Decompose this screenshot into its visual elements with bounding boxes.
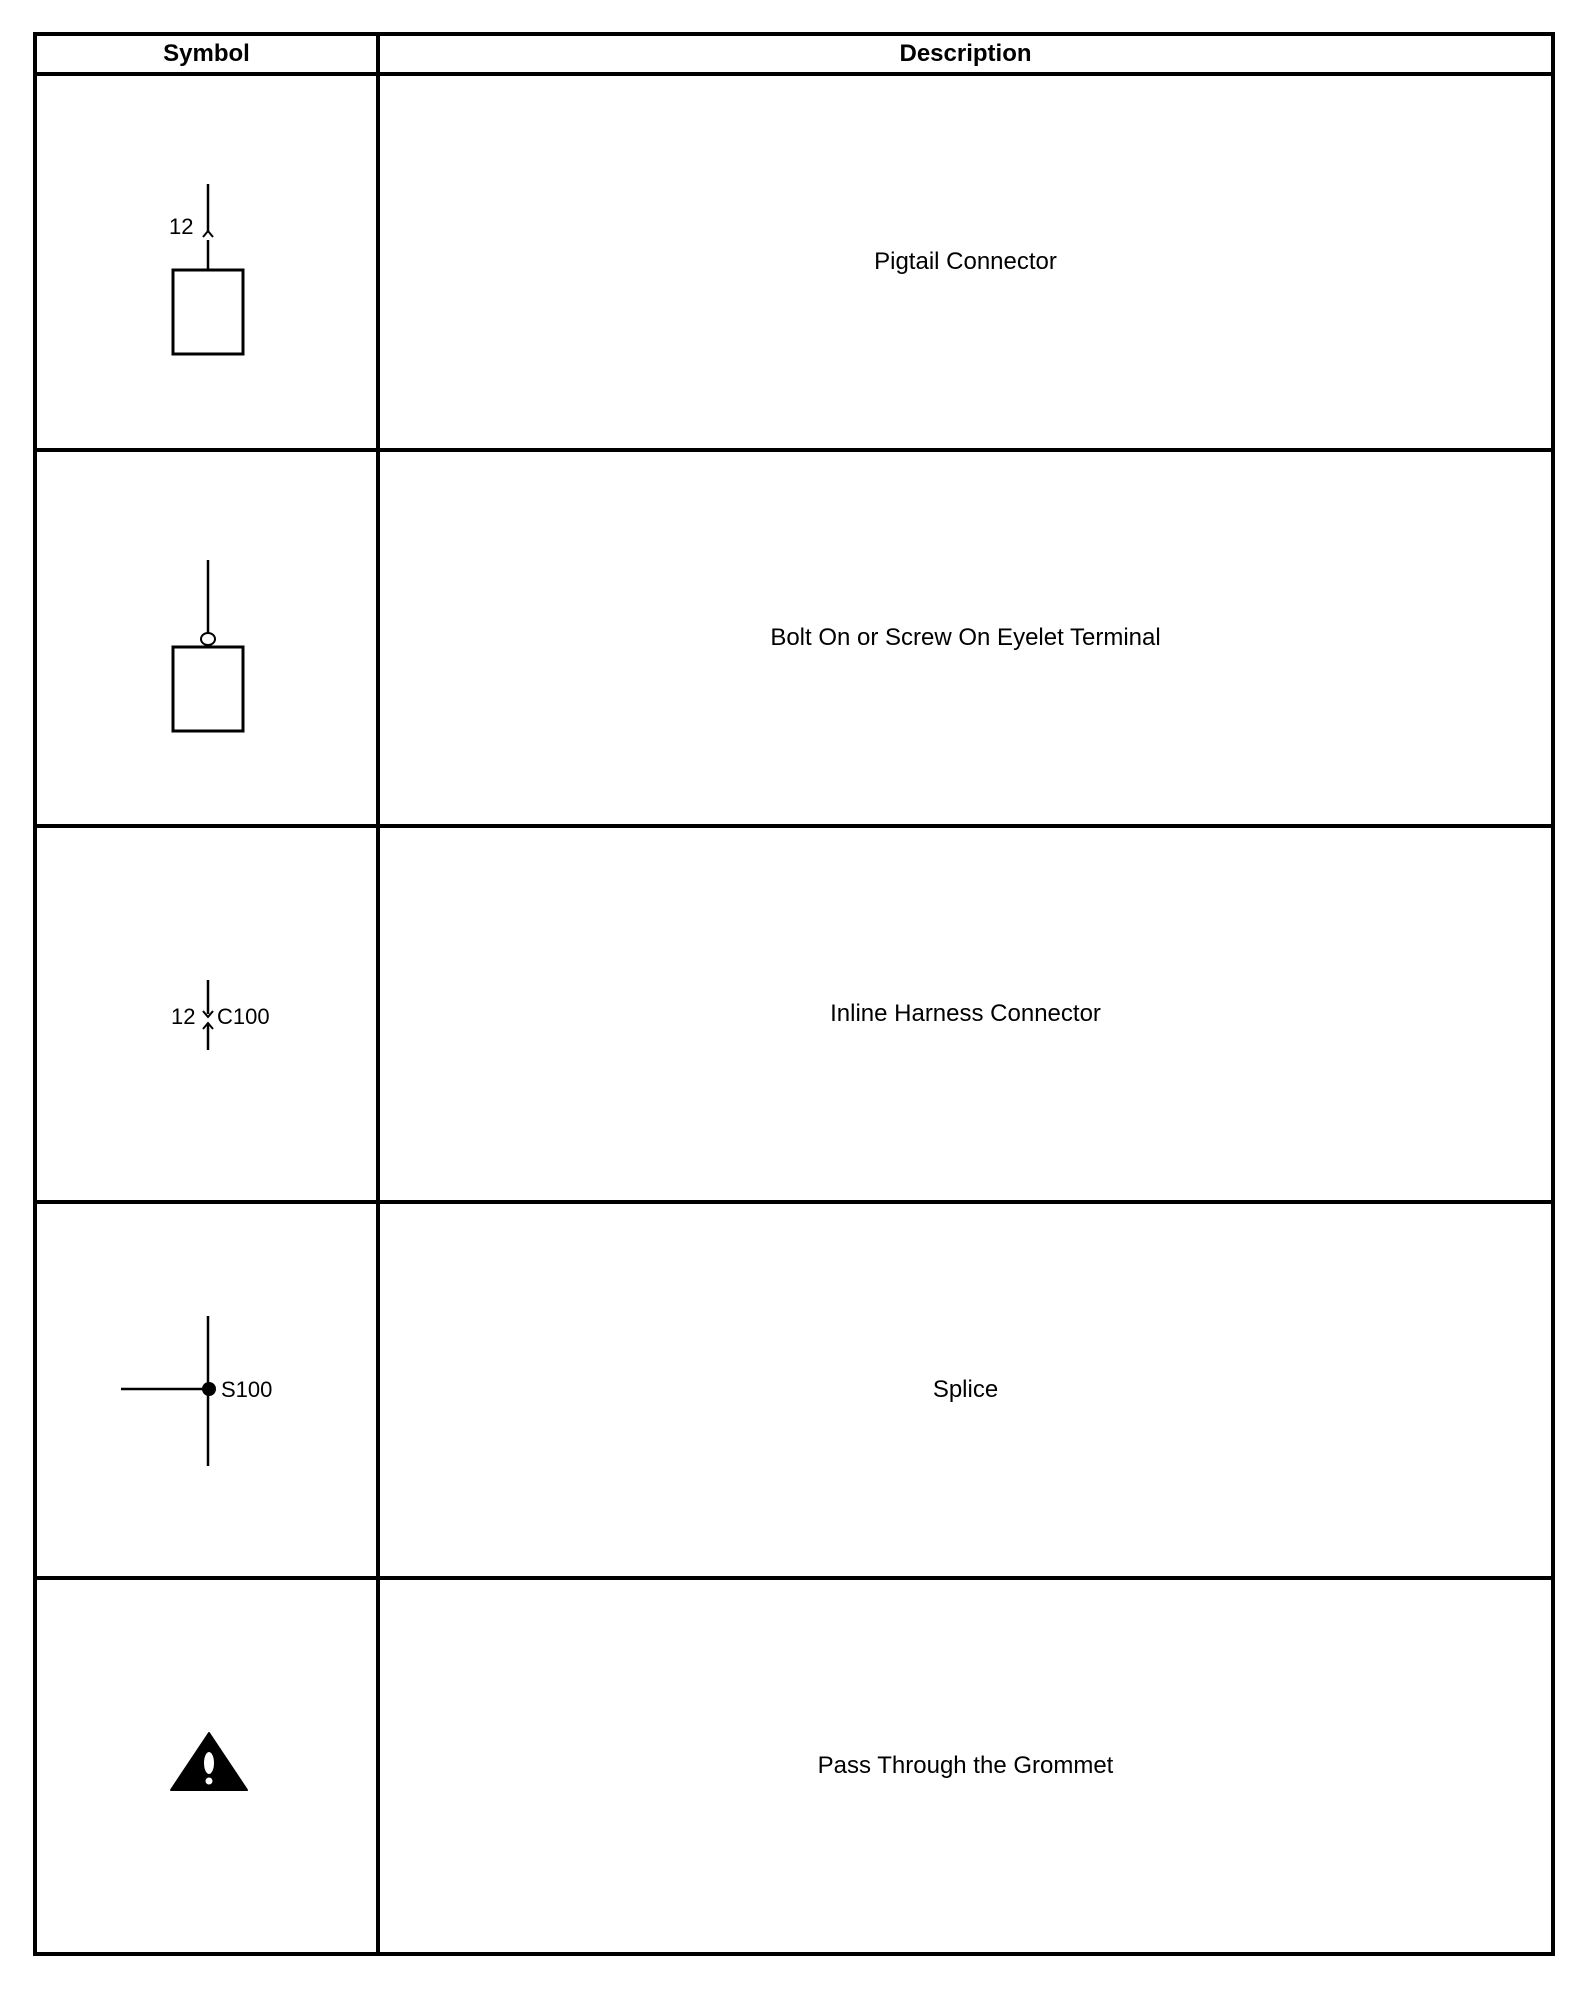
description-column-header: Description	[378, 34, 1553, 74]
symbol-table	[33, 32, 1555, 1956]
pigtail-connector-symbol-icon	[37, 76, 380, 448]
table-row	[35, 826, 1553, 1202]
table-row	[35, 1578, 1553, 1954]
connector-id-label: C100	[217, 1004, 270, 1029]
pin-number-label: 12	[169, 214, 194, 239]
symbol-column-header: Symbol	[35, 34, 378, 74]
table-header-row	[35, 34, 1553, 74]
description-cell: Bolt On or Screw On Eyelet Terminal	[378, 450, 1553, 826]
symbol-cell	[35, 826, 378, 1202]
table-row	[35, 450, 1553, 826]
description-cell: Inline Harness Connector	[378, 826, 1553, 1202]
description-cell: Pigtail Connector	[378, 74, 1553, 450]
symbol-cell	[35, 74, 378, 450]
splice-symbol-icon	[37, 1204, 380, 1576]
symbol-cell	[35, 1202, 378, 1578]
grommet-warning-icon	[37, 1580, 380, 1952]
pin-number-label: 12	[171, 1004, 196, 1029]
description-cell: Pass Through the Grommet	[378, 1578, 1553, 1954]
table-row	[35, 74, 1553, 450]
splice-id-label: S100	[221, 1377, 273, 1402]
eyelet-terminal-symbol-icon	[37, 452, 380, 824]
table-row	[35, 1202, 1553, 1578]
inline-harness-connector-symbol-icon	[37, 828, 380, 1200]
description-cell: Splice	[378, 1202, 1553, 1578]
symbol-cell	[35, 450, 378, 826]
symbol-cell	[35, 1578, 378, 1954]
